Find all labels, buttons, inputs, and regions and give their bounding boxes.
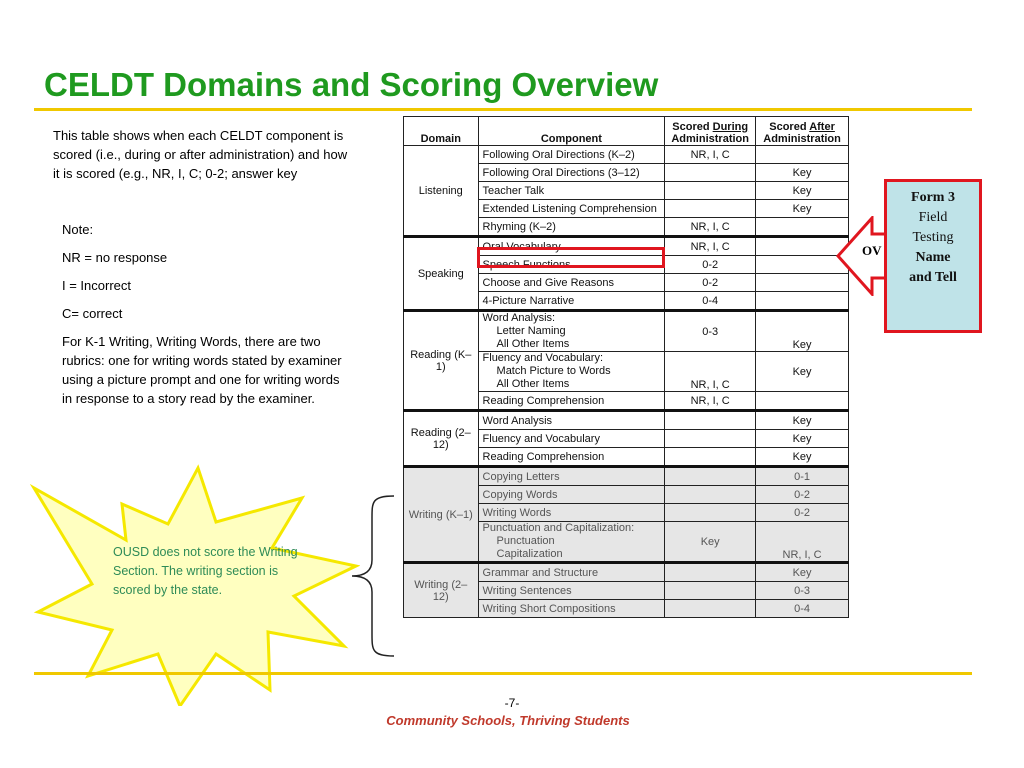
arrow-label: OV xyxy=(862,243,882,258)
footer-rule xyxy=(34,672,972,675)
title-rule xyxy=(34,108,972,111)
after-cell xyxy=(756,237,849,256)
during-cell: NR, I, C xyxy=(665,237,756,256)
component-cell: Writing Short Compositions xyxy=(478,600,665,618)
page-number: -7- xyxy=(504,696,520,710)
starburst-text: OUSD does not score the Writing Section. The writing section is scored by the state. xyxy=(113,545,298,597)
notes xyxy=(62,220,352,417)
component-cell: Word Analysis xyxy=(478,411,665,430)
after-cell: Key xyxy=(756,164,849,182)
callout-line: and Tell xyxy=(909,270,957,285)
during-cell: 0-2 xyxy=(665,274,756,292)
component-cell: Following Oral Directions (K–2) xyxy=(478,146,665,164)
component-cell: Oral Vocabulary xyxy=(478,237,665,256)
brace-icon xyxy=(348,494,398,658)
component-cell: Extended Listening Comprehension xyxy=(478,200,665,218)
after-cell xyxy=(756,292,849,311)
table-row xyxy=(404,146,849,164)
note-writing: For K-1 Writing, Writing Words, there are two rubrics: one for writing words stated by examiner using a picture prompt and one for writing words in response to a story read by the examiner. xyxy=(62,334,342,406)
after-cell: Key xyxy=(756,411,849,430)
component-cell: Copying Words xyxy=(478,486,665,504)
callout-line: Form 3 xyxy=(911,190,955,205)
during-cell xyxy=(665,448,756,467)
domain-cell: Writing (K–1) xyxy=(404,467,479,563)
domain-cell: Writing (2–12) xyxy=(404,563,479,618)
component-cell: Speech Functions xyxy=(478,256,665,274)
after-cell: Key xyxy=(756,182,849,200)
after-cell xyxy=(756,392,849,411)
during-cell xyxy=(665,582,756,600)
after-cell xyxy=(756,256,849,274)
domain-cell: Reading (2–12) xyxy=(404,411,479,467)
callout-line: Testing xyxy=(912,230,954,245)
table-row xyxy=(404,311,849,352)
during-cell xyxy=(665,411,756,430)
after-cell: 0-3 xyxy=(756,582,849,600)
after-cell: NR, I, C xyxy=(756,522,849,563)
scoring-table xyxy=(403,116,849,618)
callout-line: Name xyxy=(915,250,951,265)
callout-line: Field xyxy=(918,210,948,225)
component-cell: Fluency and Vocabulary: Match Picture to Words All Other Items xyxy=(478,352,665,392)
form3-callout xyxy=(884,179,982,333)
component-cell: 4-Picture Narrative xyxy=(478,292,665,311)
component-cell: Choose and Give Reasons xyxy=(478,274,665,292)
during-cell: 0-4 xyxy=(665,292,756,311)
during-cell xyxy=(665,600,756,618)
during-cell: Key xyxy=(665,522,756,563)
after-cell: Key xyxy=(756,448,849,467)
component-cell: Copying Letters xyxy=(478,467,665,486)
footer-tagline: Community Schools, Thriving Students xyxy=(386,713,630,728)
component-cell: Teacher Talk xyxy=(478,182,665,200)
during-cell: NR, I, C xyxy=(665,218,756,237)
during-cell xyxy=(665,504,756,522)
during-cell xyxy=(665,467,756,486)
note-nr: NR = no response xyxy=(62,250,168,265)
during-cell xyxy=(665,182,756,200)
after-cell: Key xyxy=(756,311,849,352)
table-row xyxy=(404,467,849,486)
header-component: Component xyxy=(478,117,665,146)
after-cell xyxy=(756,146,849,164)
component-cell: Reading Comprehension xyxy=(478,448,665,467)
during-cell xyxy=(665,486,756,504)
component-cell: Following Oral Directions (3–12) xyxy=(478,164,665,182)
after-cell: Key xyxy=(756,563,849,582)
after-cell: Key xyxy=(756,352,849,392)
after-cell xyxy=(756,274,849,292)
during-cell: 0-2 xyxy=(665,256,756,274)
component-cell: Grammar and Structure xyxy=(478,563,665,582)
note-incorrect: I = Incorrect xyxy=(62,278,131,293)
during-cell: NR, I, C xyxy=(665,392,756,411)
table-header-row xyxy=(404,117,849,146)
note-correct: C= correct xyxy=(62,306,123,321)
component-cell: Fluency and Vocabulary xyxy=(478,430,665,448)
intro-text: This table shows when each CELDT component is scored (i.e., during or after administration) and how it is scored (e.g., NR, I, C; 0-2; answer key xyxy=(53,128,348,181)
component-cell: Reading Comprehension xyxy=(478,392,665,411)
during-cell: NR, I, C xyxy=(665,146,756,164)
during-cell: NR, I, C xyxy=(665,352,756,392)
page-title: CELDT Domains and Scoring Overview xyxy=(44,66,659,103)
after-cell: 0-1 xyxy=(756,467,849,486)
during-cell: 0-3 xyxy=(665,311,756,352)
during-cell xyxy=(665,200,756,218)
domain-cell: Speaking xyxy=(404,237,479,311)
header-after: Scored After Administration xyxy=(756,117,849,146)
component-cell: Word Analysis: Letter Naming All Other Items xyxy=(478,311,665,352)
domain-cell: Reading (K–1) xyxy=(404,311,479,411)
domain-cell: Listening xyxy=(404,146,479,237)
oral-vocabulary-highlight xyxy=(477,247,665,268)
table-row xyxy=(404,411,849,430)
during-cell xyxy=(665,164,756,182)
header-domain: Domain xyxy=(404,117,479,146)
after-cell: 0-2 xyxy=(756,486,849,504)
during-cell xyxy=(665,563,756,582)
component-cell: Punctuation and Capitalization: Punctuation Capitalization xyxy=(478,522,665,563)
after-cell: Key xyxy=(756,200,849,218)
after-cell xyxy=(756,218,849,237)
component-cell: Writing Sentences xyxy=(478,582,665,600)
component-cell: Rhyming (K–2) xyxy=(478,218,665,237)
table-row xyxy=(404,563,849,582)
header-during: Scored During Administration xyxy=(665,117,756,146)
component-cell: Writing Words xyxy=(478,504,665,522)
after-cell: Key xyxy=(756,430,849,448)
note-heading: Note: xyxy=(62,222,94,237)
after-cell: 0-2 xyxy=(756,504,849,522)
during-cell xyxy=(665,430,756,448)
after-cell: 0-4 xyxy=(756,600,849,618)
